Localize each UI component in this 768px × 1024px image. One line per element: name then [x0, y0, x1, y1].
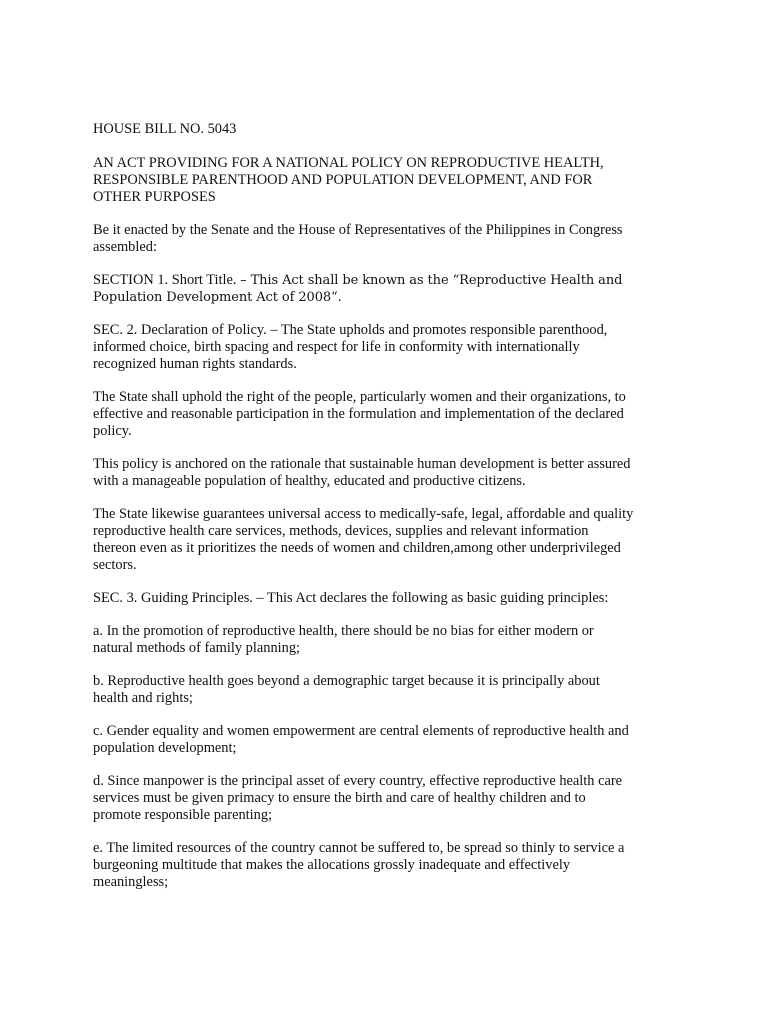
enacting-clause-line-1: Be it enacted by the Senate and the House of Representatives of the Philippines in Congress — [93, 222, 623, 238]
principle-e-line-3: meaningless; — [93, 874, 169, 890]
section-3-line-1: SEC. 3. Guiding Principles. – This Act declares the following as basic guiding principles: — [93, 590, 609, 606]
principle-e-line-2: burgeoning multitude that makes the allocations grossly inadequate and effectively — [93, 857, 571, 873]
principle-d-line-2: services must be given primacy to ensure the birth and care of healthy children and to — [93, 790, 586, 806]
act-title-line-1: AN ACT PROVIDING FOR A NATIONAL POLICY ON REPRODUCTIVE HEALTH, — [93, 155, 604, 171]
section-1-line-1-rest: – This Act shall be known as the “Reproductive Health and — [240, 273, 623, 288]
state-guarantees-line-3: thereon even as it prioritizes the needs of women and children,among other underprivileged — [93, 540, 621, 556]
section-2-line-3: recognized human rights standards. — [93, 356, 297, 372]
section-1-line-2: Population Development Act of 2008“. — [93, 290, 342, 305]
act-title — [93, 155, 693, 206]
paragraph-state-uphold — [93, 389, 693, 440]
principle-b-line-2: health and rights; — [93, 690, 193, 706]
act-title-line-3: OTHER PURPOSES — [93, 189, 216, 205]
paragraph-state-guarantees — [93, 506, 693, 574]
bill-number-text: HOUSE BILL NO. 5043 — [93, 121, 237, 137]
state-guarantees-line-1: The State likewise guarantees universal access to medically-safe, legal, affordable and quality — [93, 506, 634, 522]
state-uphold-line-3: policy. — [93, 423, 132, 439]
principle-d-line-1: d. Since manpower is the principal asset of every country, effective reproductive health care — [93, 773, 623, 789]
principle-b-line-1: b. Reproductive health goes beyond a demographic target because it is principally about — [93, 673, 600, 689]
enacting-clause-line-2: assembled: — [93, 239, 157, 255]
principle-a-line-1: a. In the promotion of reproductive health, there should be no bias for either modern or — [93, 623, 594, 639]
principle-b — [93, 673, 693, 707]
policy-anchored-line-2: with a manageable population of healthy, educated and productive citizens. — [93, 473, 526, 489]
principle-d — [93, 773, 693, 824]
principle-c-line-2: population development; — [93, 740, 237, 756]
state-uphold-line-2: effective and reasonable participation in the formulation and implementation of the declared — [93, 406, 624, 422]
principle-a — [93, 623, 693, 657]
principle-e-line-1: e. The limited resources of the country cannot be suffered to, be spread so thinly to service a — [93, 840, 625, 856]
principle-c-line-1: c. Gender equality and women empowerment are central elements of reproductive health and — [93, 723, 629, 739]
principle-a-line-2: natural methods of family planning; — [93, 640, 301, 656]
state-uphold-line-1: The State shall uphold the right of the people, particularly women and their organizations, to — [93, 389, 626, 405]
paragraph-policy-anchored — [93, 456, 693, 490]
principle-e — [93, 840, 693, 891]
section-2-line-2: informed choice, birth spacing and respect for life in conformity with internationally — [93, 339, 580, 355]
section-1-heading: SECTION 1. Short Title. — [93, 272, 241, 288]
document-body — [93, 121, 693, 907]
section-1-short-title — [93, 272, 693, 306]
principle-d-line-3: promote responsible parenting; — [93, 807, 273, 823]
act-title-line-2: RESPONSIBLE PARENTHOOD AND POPULATION DEVELOPMENT, AND FOR — [93, 172, 593, 188]
principle-c — [93, 723, 693, 757]
policy-anchored-line-1: This policy is anchored on the rationale that sustainable human development is better assured — [93, 456, 631, 472]
bill-number — [93, 121, 693, 138]
section-2-declaration-of-policy — [93, 322, 693, 373]
section-1-line-1 — [93, 272, 693, 289]
enacting-clause — [93, 222, 693, 256]
section-2-line-1: SEC. 2. Declaration of Policy. – The State upholds and promotes responsible parenthood, — [93, 322, 608, 338]
state-guarantees-line-4: sectors. — [93, 557, 137, 573]
state-guarantees-line-2: reproductive health care services, methods, devices, supplies and relevant information — [93, 523, 589, 539]
section-3-guiding-principles — [93, 590, 693, 607]
